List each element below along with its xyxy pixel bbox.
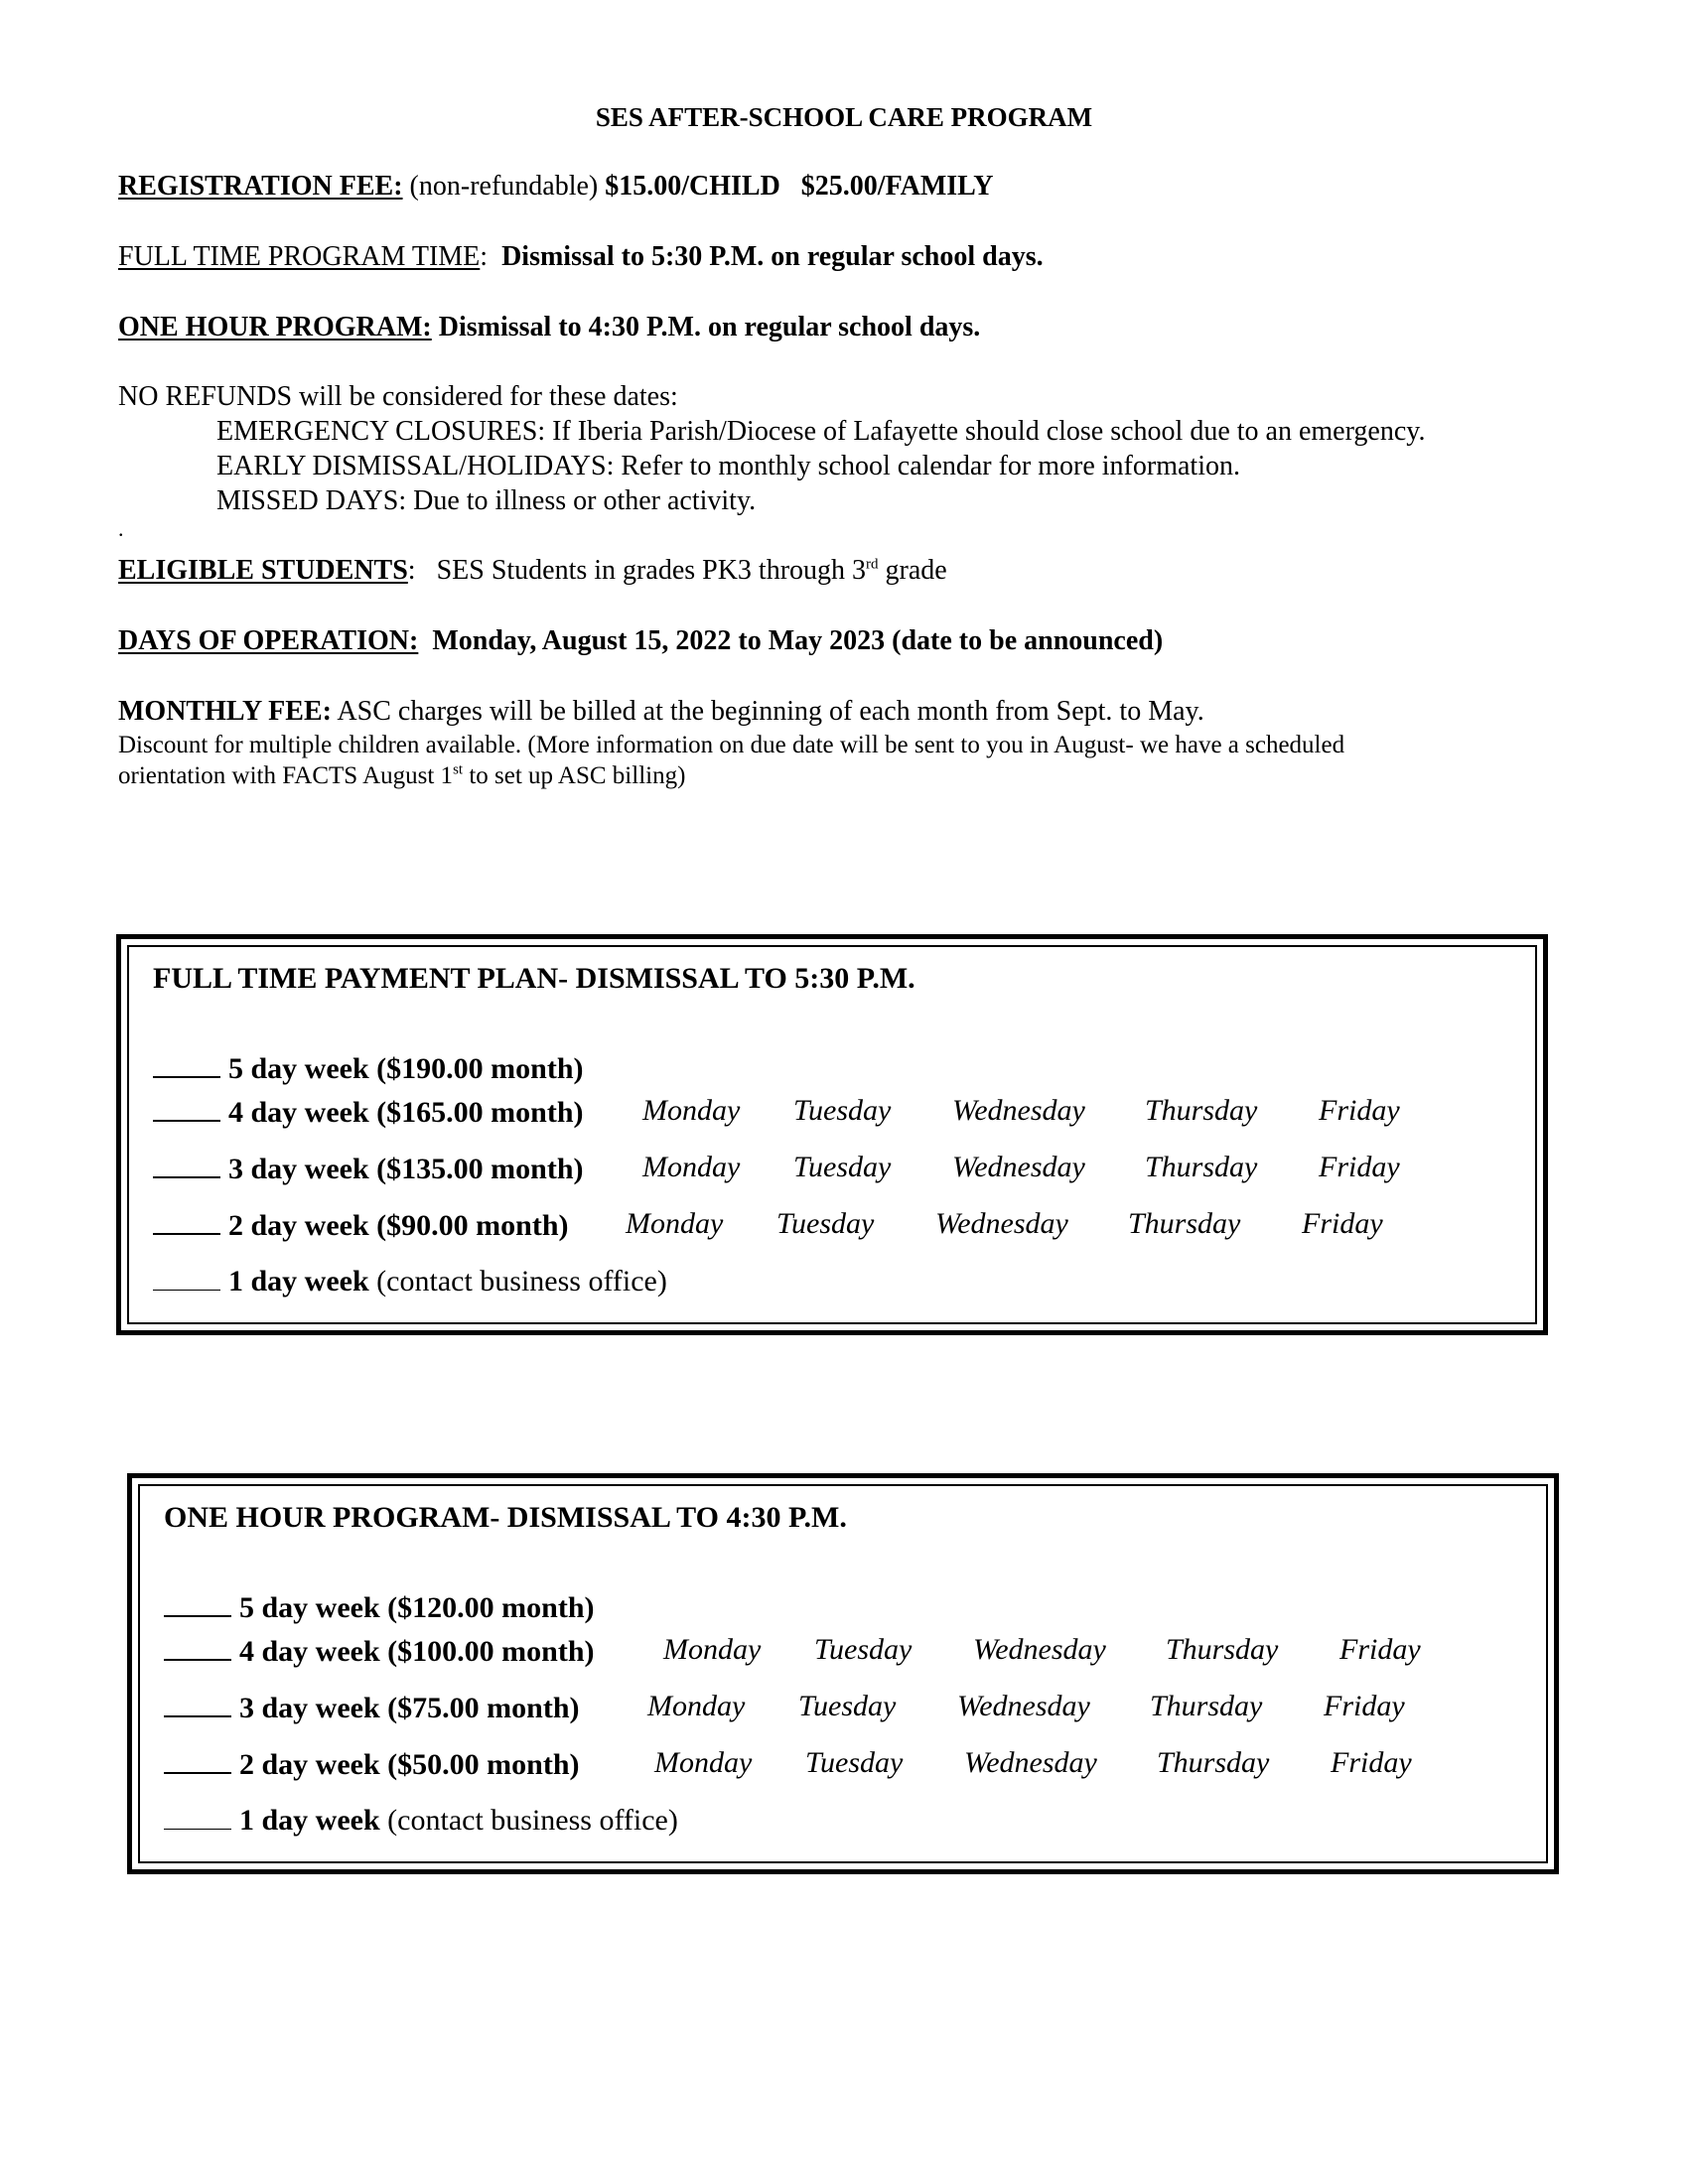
plan-option-note: (contact business office) [379,1804,678,1837]
one-hour-program-box [127,1473,1559,1874]
plan-option[interactable] [153,1207,569,1247]
weekday-wednesday[interactable]: Wednesday [935,1207,1068,1240]
weekday-thursday[interactable]: Thursday [1145,1151,1258,1183]
weekday-tuesday[interactable]: Tuesday [793,1151,892,1183]
full-time-program-label: FULL TIME PROGRAM TIME [118,241,481,272]
weekday-wednesday[interactable]: Wednesday [957,1690,1090,1722]
plan-option[interactable] [164,1746,580,1786]
monthly-fee-discount: Discount for multiple children available. (More information on due date will be sent to you in August- we have a scheduled [118,732,1345,758]
weekday-wednesday[interactable]: Wednesday [973,1633,1106,1666]
plan-option-label: 2 day week ($90.00 month) [228,1209,569,1242]
monthly-fee-orientation-text: orientation with FACTS August 1 [118,762,454,789]
checkbox-blank[interactable] [164,1690,231,1717]
registration-fee-amounts: $15.00/CHILD $25.00/FAMILY [605,171,994,202]
eligible-students-line [118,555,947,587]
weekday-monday[interactable]: Monday [642,1151,741,1183]
monthly-fee-orientation-after: to set up ASC billing) [463,762,686,789]
weekday-thursday[interactable]: Thursday [1145,1094,1258,1127]
weekday-friday[interactable]: Friday [1331,1746,1412,1779]
monthly-fee-text: ASC charges will be billed at the beginning of each month from Sept. to May. [337,696,1204,727]
weekday-tuesday[interactable]: Tuesday [814,1633,913,1666]
eligible-students-after: grade [878,555,947,586]
plan-option[interactable] [153,1264,667,1303]
days-of-operation-label: DAYS OF OPERATION: [118,625,419,656]
full-time-program-colon: : [480,241,489,272]
one-hour-plan-title: ONE HOUR PROGRAM- DISMISSAL TO 4:30 P.M. [164,1501,847,1534]
refunds-item: EARLY DISMISSAL/HOLIDAYS: Refer to monthly school calendar for more information. [216,451,1240,481]
weekday-wednesday[interactable]: Wednesday [952,1094,1085,1127]
checkbox-blank[interactable] [164,1803,231,1830]
one-hour-program-text: Dismissal to 4:30 P.M. on regular school days. [438,312,981,342]
checkbox-blank[interactable] [153,1264,220,1291]
weekday-thursday[interactable]: Thursday [1150,1690,1263,1722]
plan-option-note: (contact business office) [368,1265,667,1297]
weekday-friday[interactable]: Friday [1319,1094,1400,1127]
registration-fee-line [118,171,993,203]
plan-option[interactable] [164,1803,678,1843]
checkbox-blank[interactable] [164,1589,231,1617]
refunds-item: MISSED DAYS: Due to illness or other activity. [216,485,757,516]
weekday-friday[interactable]: Friday [1302,1207,1383,1240]
one-hour-program-label: ONE HOUR PROGRAM: [118,312,432,342]
plan-option[interactable] [153,1151,584,1190]
monthly-fee-orientation-sup: st [453,761,464,778]
weekday-friday[interactable]: Friday [1319,1151,1400,1183]
monthly-fee-orientation [118,762,685,790]
plan-option[interactable] [164,1589,595,1629]
eligible-students-text: SES Students in grades PK3 through 3 [436,555,867,586]
full-time-program-line [118,241,1044,273]
refunds-intro: NO REFUNDS will be considered for these dates: [118,381,678,412]
plan-option[interactable] [153,1050,584,1090]
plan-option[interactable] [164,1690,580,1729]
weekday-monday[interactable]: Monday [647,1690,746,1722]
full-time-program-text: Dismissal to 5:30 P.M. on regular school days. [501,241,1044,272]
weekday-tuesday[interactable]: Tuesday [776,1207,875,1240]
weekday-friday[interactable]: Friday [1339,1633,1421,1666]
one-hour-program-line [118,312,980,343]
page-title: SES AFTER-SCHOOL CARE PROGRAM [595,102,1093,132]
full-time-plan-title: FULL TIME PAYMENT PLAN- DISMISSAL TO 5:30 P.M. [153,962,915,995]
registration-fee-note: (non-refundable) [409,171,599,202]
plan-option-label: 5 day week ($190.00 month) [228,1052,584,1085]
plan-option-label: 4 day week ($100.00 month) [239,1635,595,1668]
weekday-thursday[interactable]: Thursday [1128,1207,1241,1240]
eligible-students-label: ELIGIBLE STUDENTS [118,555,408,586]
plan-option-label: 3 day week ($75.00 month) [239,1692,580,1724]
plan-option-label: 4 day week ($165.00 month) [228,1096,584,1129]
monthly-fee-label: MONTHLY FEE: [118,696,332,727]
monthly-fee-line [118,696,1204,728]
plan-option[interactable] [153,1094,584,1134]
weekday-monday[interactable]: Monday [642,1094,741,1127]
eligible-students-sup: rd [866,556,879,573]
stray-dot: . [118,516,124,541]
weekday-monday[interactable]: Monday [663,1633,762,1666]
plan-option-label: 2 day week ($50.00 month) [239,1748,580,1781]
checkbox-blank[interactable] [153,1050,220,1078]
weekday-monday[interactable]: Monday [626,1207,724,1240]
weekday-thursday[interactable]: Thursday [1157,1746,1270,1779]
plan-option-label: 1 day week [239,1804,380,1837]
checkbox-blank[interactable] [164,1633,231,1661]
full-time-payment-plan-box [116,934,1548,1335]
plan-option-label: 1 day week [228,1265,369,1297]
eligible-students-colon: : [407,555,416,586]
weekday-wednesday[interactable]: Wednesday [964,1746,1097,1779]
weekday-friday[interactable]: Friday [1324,1690,1405,1722]
refunds-item: EMERGENCY CLOSURES: If Iberia Parish/Diocese of Lafayette should close school due to an emergency. [216,416,1426,447]
weekday-thursday[interactable]: Thursday [1166,1633,1279,1666]
weekday-tuesday[interactable]: Tuesday [805,1746,904,1779]
days-of-operation-text: Monday, August 15, 2022 to May 2023 (date to be announced) [432,625,1164,656]
weekday-monday[interactable]: Monday [654,1746,753,1779]
checkbox-blank[interactable] [153,1151,220,1178]
checkbox-blank[interactable] [153,1207,220,1235]
weekday-tuesday[interactable]: Tuesday [798,1690,897,1722]
registration-fee-label: REGISTRATION FEE: [118,171,403,202]
weekday-wednesday[interactable]: Wednesday [952,1151,1085,1183]
days-of-operation-line [118,625,1163,657]
plan-option-label: 3 day week ($135.00 month) [228,1153,584,1185]
plan-option-label: 5 day week ($120.00 month) [239,1591,595,1624]
checkbox-blank[interactable] [164,1746,231,1774]
plan-option[interactable] [164,1633,595,1673]
weekday-tuesday[interactable]: Tuesday [793,1094,892,1127]
checkbox-blank[interactable] [153,1094,220,1122]
